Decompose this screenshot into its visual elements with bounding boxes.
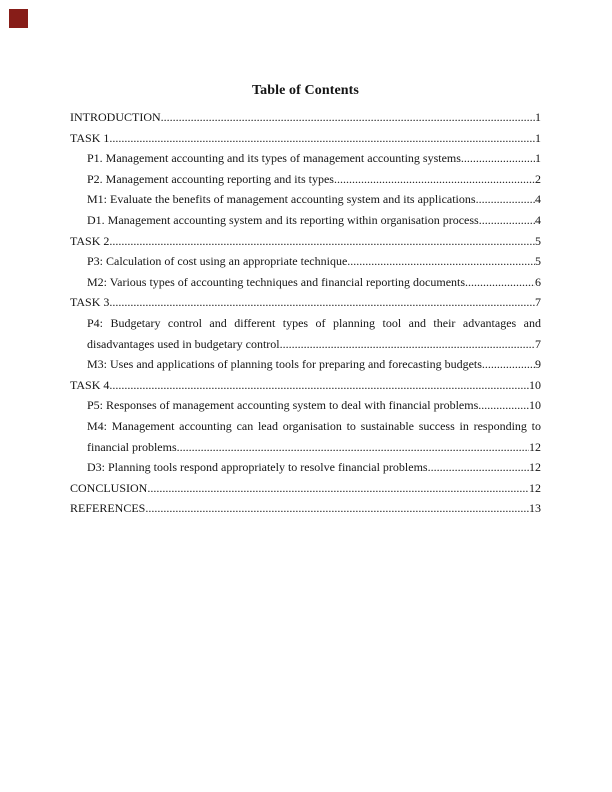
toc-page-number: 10 — [529, 398, 541, 413]
dot-leader — [428, 457, 529, 478]
toc-page-number: 13 — [529, 501, 541, 516]
toc-entry-text: D3: Planning tools respond appropriately to resolve financial problems — [87, 460, 428, 475]
toc-entry-p4[interactable] — [70, 313, 541, 354]
toc-entry-d3[interactable] — [70, 457, 541, 478]
toc-page-number: 2 — [535, 171, 541, 186]
toc-entry-text-line1: M4: Management accounting can lead organisation to sustainable success in responding to — [87, 418, 541, 433]
toc-entry-task-1[interactable] — [70, 128, 541, 149]
toc-entry-text: REFERENCES — [70, 501, 146, 516]
dot-leader — [476, 189, 535, 210]
toc-entry-task-3[interactable] — [70, 292, 541, 313]
toc-entry-m1[interactable] — [70, 189, 541, 210]
toc-page-number: 5 — [535, 254, 541, 269]
dot-leader — [280, 334, 535, 355]
toc-page-number: 1 — [535, 151, 541, 166]
toc-entry-text: M3: Uses and applications of planning tools for preparing and forecasting budgets — [87, 357, 482, 372]
dot-leader — [145, 498, 529, 519]
toc-entry-text: D1. Management accounting system and its reporting within organisation process — [87, 212, 479, 227]
toc-entry-text: P5: Responses of management accounting system to deal with financial problems — [87, 398, 479, 413]
toc-entry-text: P1. Management accounting and its types of management accounting systems — [87, 151, 461, 166]
toc-page-number: 4 — [535, 192, 541, 207]
toc-entry-task-2[interactable] — [70, 231, 541, 252]
toc-entry-text: TASK 3 — [70, 295, 110, 310]
toc-page-number: 12 — [529, 480, 541, 495]
dot-leader — [177, 437, 529, 458]
toc-entry-text-line2: disadvantages used in budgetary control — [87, 336, 280, 351]
toc-page-number: 1 — [535, 110, 541, 124]
toc-entry-text-line2: financial problems — [87, 439, 177, 454]
dot-leader — [478, 395, 529, 416]
toc-entry-task-4[interactable] — [70, 375, 541, 396]
dot-leader — [347, 251, 535, 272]
toc-page-number: 10 — [529, 377, 541, 392]
toc-title: Table of Contents — [252, 83, 359, 98]
dot-leader — [109, 231, 535, 252]
toc-entry-m4[interactable] — [70, 416, 541, 457]
toc-entry-p3[interactable] — [70, 251, 541, 272]
toc-page-number: 1 — [535, 130, 541, 145]
dot-leader — [465, 272, 535, 293]
dot-leader — [461, 148, 535, 169]
toc-page-number: 5 — [535, 233, 541, 248]
toc-entry-text-line1: P4: Budgetary control and different types of planning tool and their advantages and — [87, 315, 541, 330]
toc-page-number: 7 — [535, 295, 541, 310]
toc-entry-p1[interactable] — [70, 148, 541, 169]
dot-leader — [109, 128, 535, 149]
toc-entry-text: CONCLUSION — [70, 480, 148, 495]
toc-page-number: 9 — [535, 357, 541, 372]
toc-entry-text: M2: Various types of accounting techniques and financial reporting documents — [87, 274, 466, 289]
dot-leader — [334, 169, 535, 190]
toc-entry-m3[interactable] — [70, 354, 541, 375]
toc-page-number: 6 — [535, 274, 541, 289]
toc-entry-text: TASK 1 — [70, 130, 110, 145]
dot-leader — [161, 107, 535, 128]
toc-entry-conclusion[interactable] — [70, 478, 541, 499]
toc-entry-text: P3: Calculation of cost using an appropriate technique — [87, 254, 348, 269]
dot-leader — [482, 354, 535, 375]
corner-marker — [9, 9, 28, 28]
toc-entry-text: P2. Management accounting reporting and its types — [87, 171, 334, 186]
toc-entry-introduction[interactable] — [70, 107, 541, 128]
toc-page-number: 12 — [529, 439, 541, 454]
dot-leader — [109, 375, 529, 396]
toc-entry-d1[interactable] — [70, 210, 541, 231]
dot-leader — [147, 478, 529, 499]
toc-page-number: 4 — [535, 212, 541, 227]
toc-entry-p2[interactable] — [70, 169, 541, 190]
toc-page-number: 7 — [535, 336, 541, 351]
toc-entry-text: TASK 2 — [70, 233, 110, 248]
toc-entry-references[interactable] — [70, 498, 541, 519]
toc-content — [0, 82, 612, 519]
toc-entry-text: M1: Evaluate the benefits of management accounting system and its applications — [87, 192, 476, 207]
table-of-contents — [70, 107, 541, 519]
dot-leader — [109, 292, 535, 313]
toc-entry-p5[interactable] — [70, 395, 541, 416]
toc-entry-text: TASK 4 — [70, 377, 110, 392]
toc-entry-m2[interactable] — [70, 272, 541, 293]
dot-leader — [479, 210, 535, 231]
toc-entry-text: INTRODUCTION — [70, 110, 161, 124]
toc-page-number: 12 — [529, 460, 541, 475]
